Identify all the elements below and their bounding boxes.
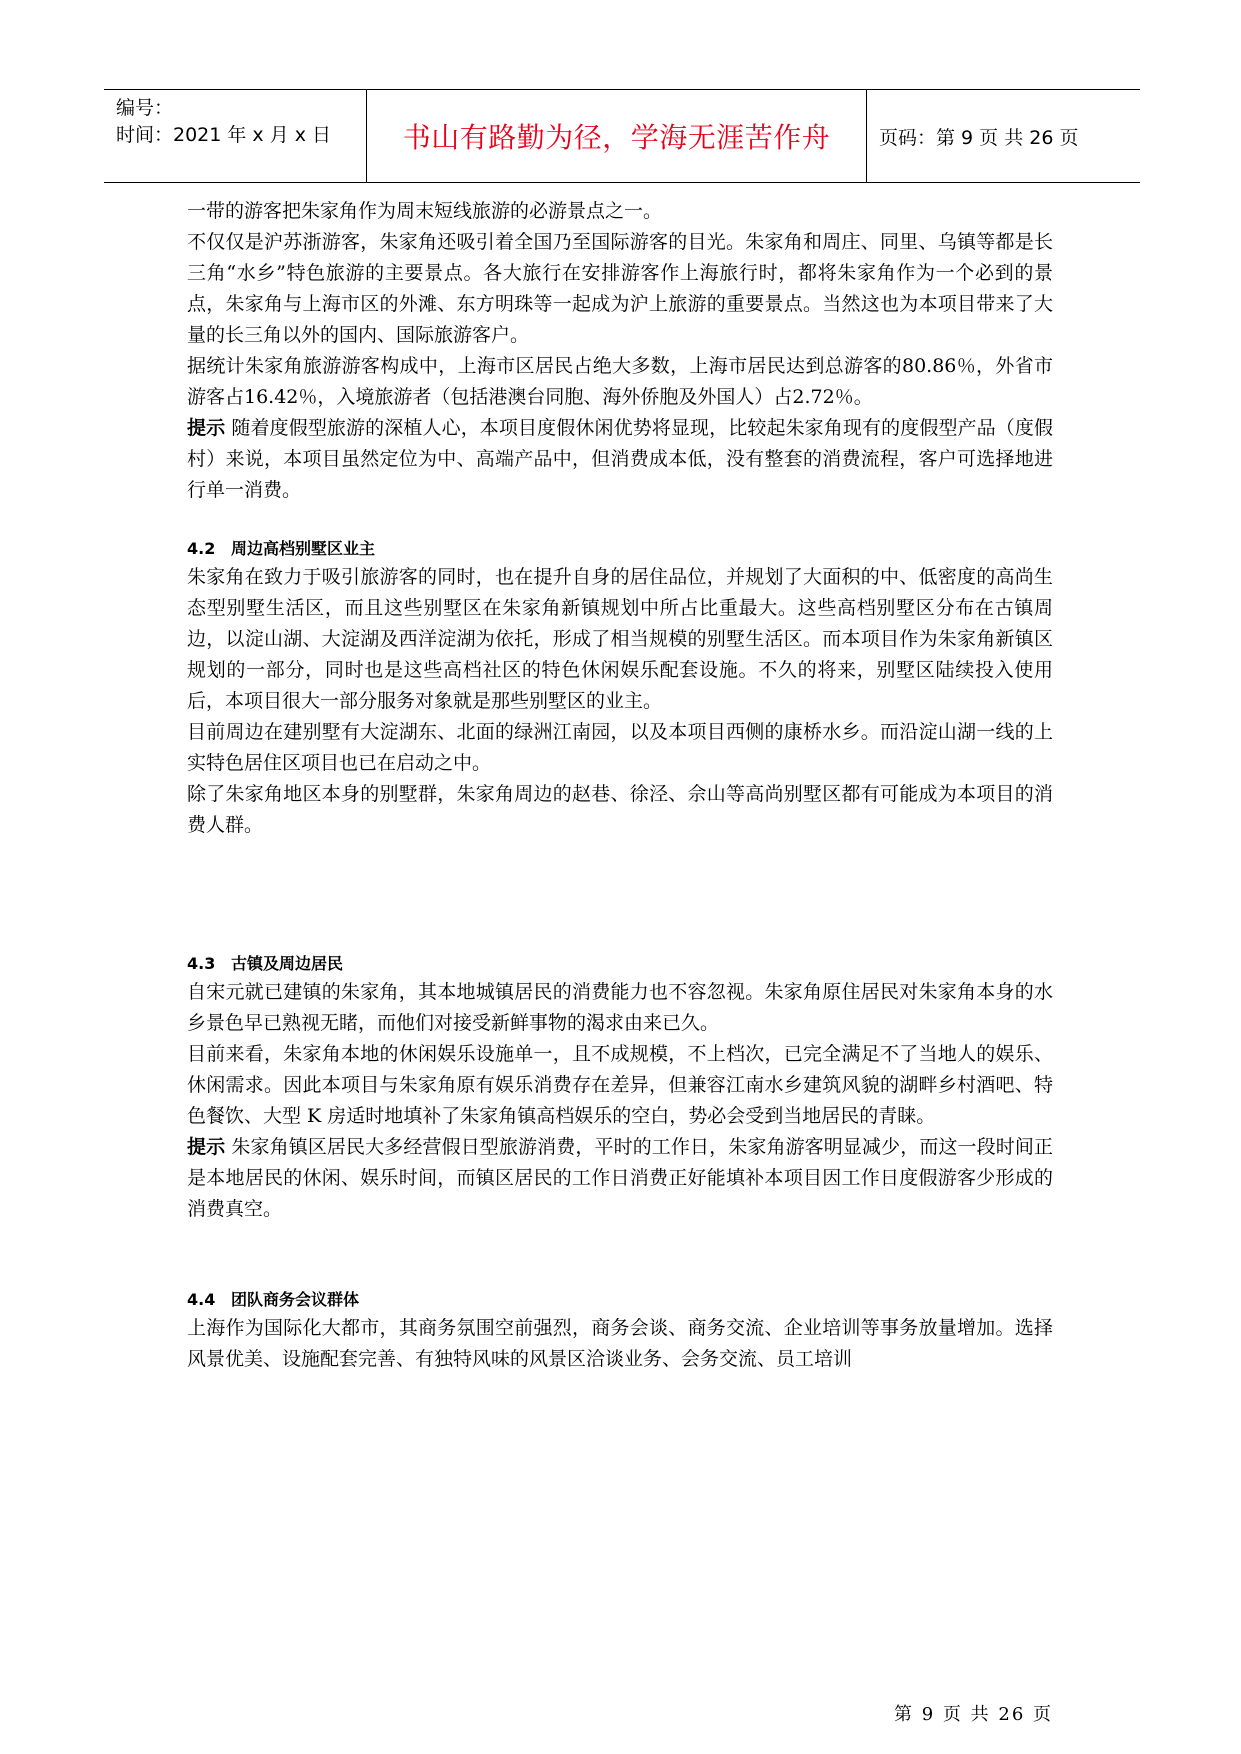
section-title: 周边高档别墅区业主 (231, 539, 376, 558)
section-heading-4-4 (187, 1287, 1053, 1313)
header-motto: 书山有路勤为径，学海无涯苦作舟 (367, 90, 867, 182)
paragraph: 上海作为国际化大都市，其商务氛围空前强烈，商务会谈、商务交流、企业培训等事务放量增加。选择风景优美、设施配套完善、有独特风味的风景区洽谈业务、会务交流、员工培训 (187, 1317, 1053, 1370)
section-title: 古镇及周边居民 (231, 954, 344, 973)
tip-label: 提示 (187, 417, 226, 439)
section-number: 4.4 (187, 1290, 216, 1309)
section-heading-4-2 (187, 536, 1053, 562)
tip-paragraph (187, 1132, 1053, 1225)
document-time-label: 时间：2021 年 x 月 x 日 (116, 124, 332, 146)
paragraph: 据统计朱家角旅游游客构成中，上海市区居民占绝大多数，上海市居民达到总游客的80.86％，外省市游客占16.42％，入境旅游者（包括港澳台同胞、海外侨胞及外国人）占2.72％。 (187, 355, 1053, 408)
paragraph: 除了朱家角地区本身的别墅群，朱家角周边的赵巷、徐泾、佘山等高尚别墅区都有可能成为本项目的消费人群。 (187, 783, 1053, 836)
document-body (187, 196, 1053, 1375)
paragraph: 目前来看，朱家角本地的休闲娱乐设施单一，且不成规模，不上档次，已完全满足不了当地人的娱乐、休闲需求。因此本项目与朱家角原有娱乐消费存在差异，但兼容江南水乡建筑风貌的湖畔乡村酒吧、特色餐饮、大型 K 房适时地填补了朱家角镇高档娱乐的空白，势必会受到当地居民的青睐。 (187, 1043, 1053, 1127)
document-number-label: 编号： (116, 97, 174, 119)
section-number: 4.2 (187, 539, 216, 558)
tip-text: 随着度假型旅游的深植人心，本项目度假休闲优势将显现，比较起朱家角现有的度假型产品（度假村）来说，本项目虽然定位为中、高端产品中，但消费成本低，没有整套的消费流程，客户可选择地进行单一消费。 (187, 417, 1053, 501)
section-number: 4.3 (187, 954, 216, 973)
paragraph: 不仅仅是沪苏浙游客，朱家角还吸引着全国乃至国际游客的目光。朱家角和周庄、同里、乌镇等都是长三角“水乡”特色旅游的主要景点。各大旅行在安排游客作上海旅行时，都将朱家角作为一个必到的景点，朱家角与上海市区的外滩、东方明珠等一起成为沪上旅游的重要景点。当然这也为本项目带来了大量的长三角以外的国内、国际旅游客户。 (187, 231, 1053, 346)
paragraph: 朱家角在致力于吸引旅游客的同时，也在提升自身的居住品位，并规划了大面积的中、低密度的高尚生态型别墅生活区，而且这些别墅区在朱家角新镇规划中所占比重最大。这些高档别墅区分布在古镇周边，以淀山湖、大淀湖及西洋淀湖为依托，形成了相当规模的别墅生活区。而本项目作为朱家角新镇区规划的一部分，同时也是这些高档社区的特色休闲娱乐配套设施。不久的将来，别墅区陆续投入使用后，本项目很大一部分服务对象就是那些别墅区的业主。 (187, 566, 1053, 712)
header-left-cell (104, 90, 367, 182)
tip-paragraph (187, 413, 1053, 506)
section-heading-4-3 (187, 951, 1053, 977)
tip-label: 提示 (187, 1136, 226, 1158)
section-title: 团队商务会议群体 (231, 1290, 360, 1309)
paragraph: 目前周边在建别墅有大淀湖东、北面的绿洲江南园，以及本项目西侧的康桥水乡。而沿淀山湖一线的上实特色居住区项目也已在启动之中。 (187, 721, 1053, 774)
paragraph: 自宋元就已建镇的朱家角，其本地城镇居民的消费能力也不容忽视。朱家角原住居民对朱家角本身的水乡景色早已熟视无睹，而他们对接受新鲜事物的渴求由来已久。 (187, 981, 1053, 1034)
tip-text: 朱家角镇区居民大多经营假日型旅游消费，平时的工作日，朱家角游客明显减少，而这一段时间正是本地居民的休闲、娱乐时间，而镇区居民的工作日消费正好能填补本项目因工作日度假游客少形成的消费真空。 (187, 1136, 1053, 1220)
header-page-label: 页码：第 9 页 共 26 页 (879, 126, 1079, 149)
page-header (104, 89, 1140, 183)
paragraph: 一带的游客把朱家角作为周末短线旅游的必游景点之一。 (187, 200, 663, 222)
page-footer: 第 9 页 共 26 页 (894, 1704, 1053, 1725)
